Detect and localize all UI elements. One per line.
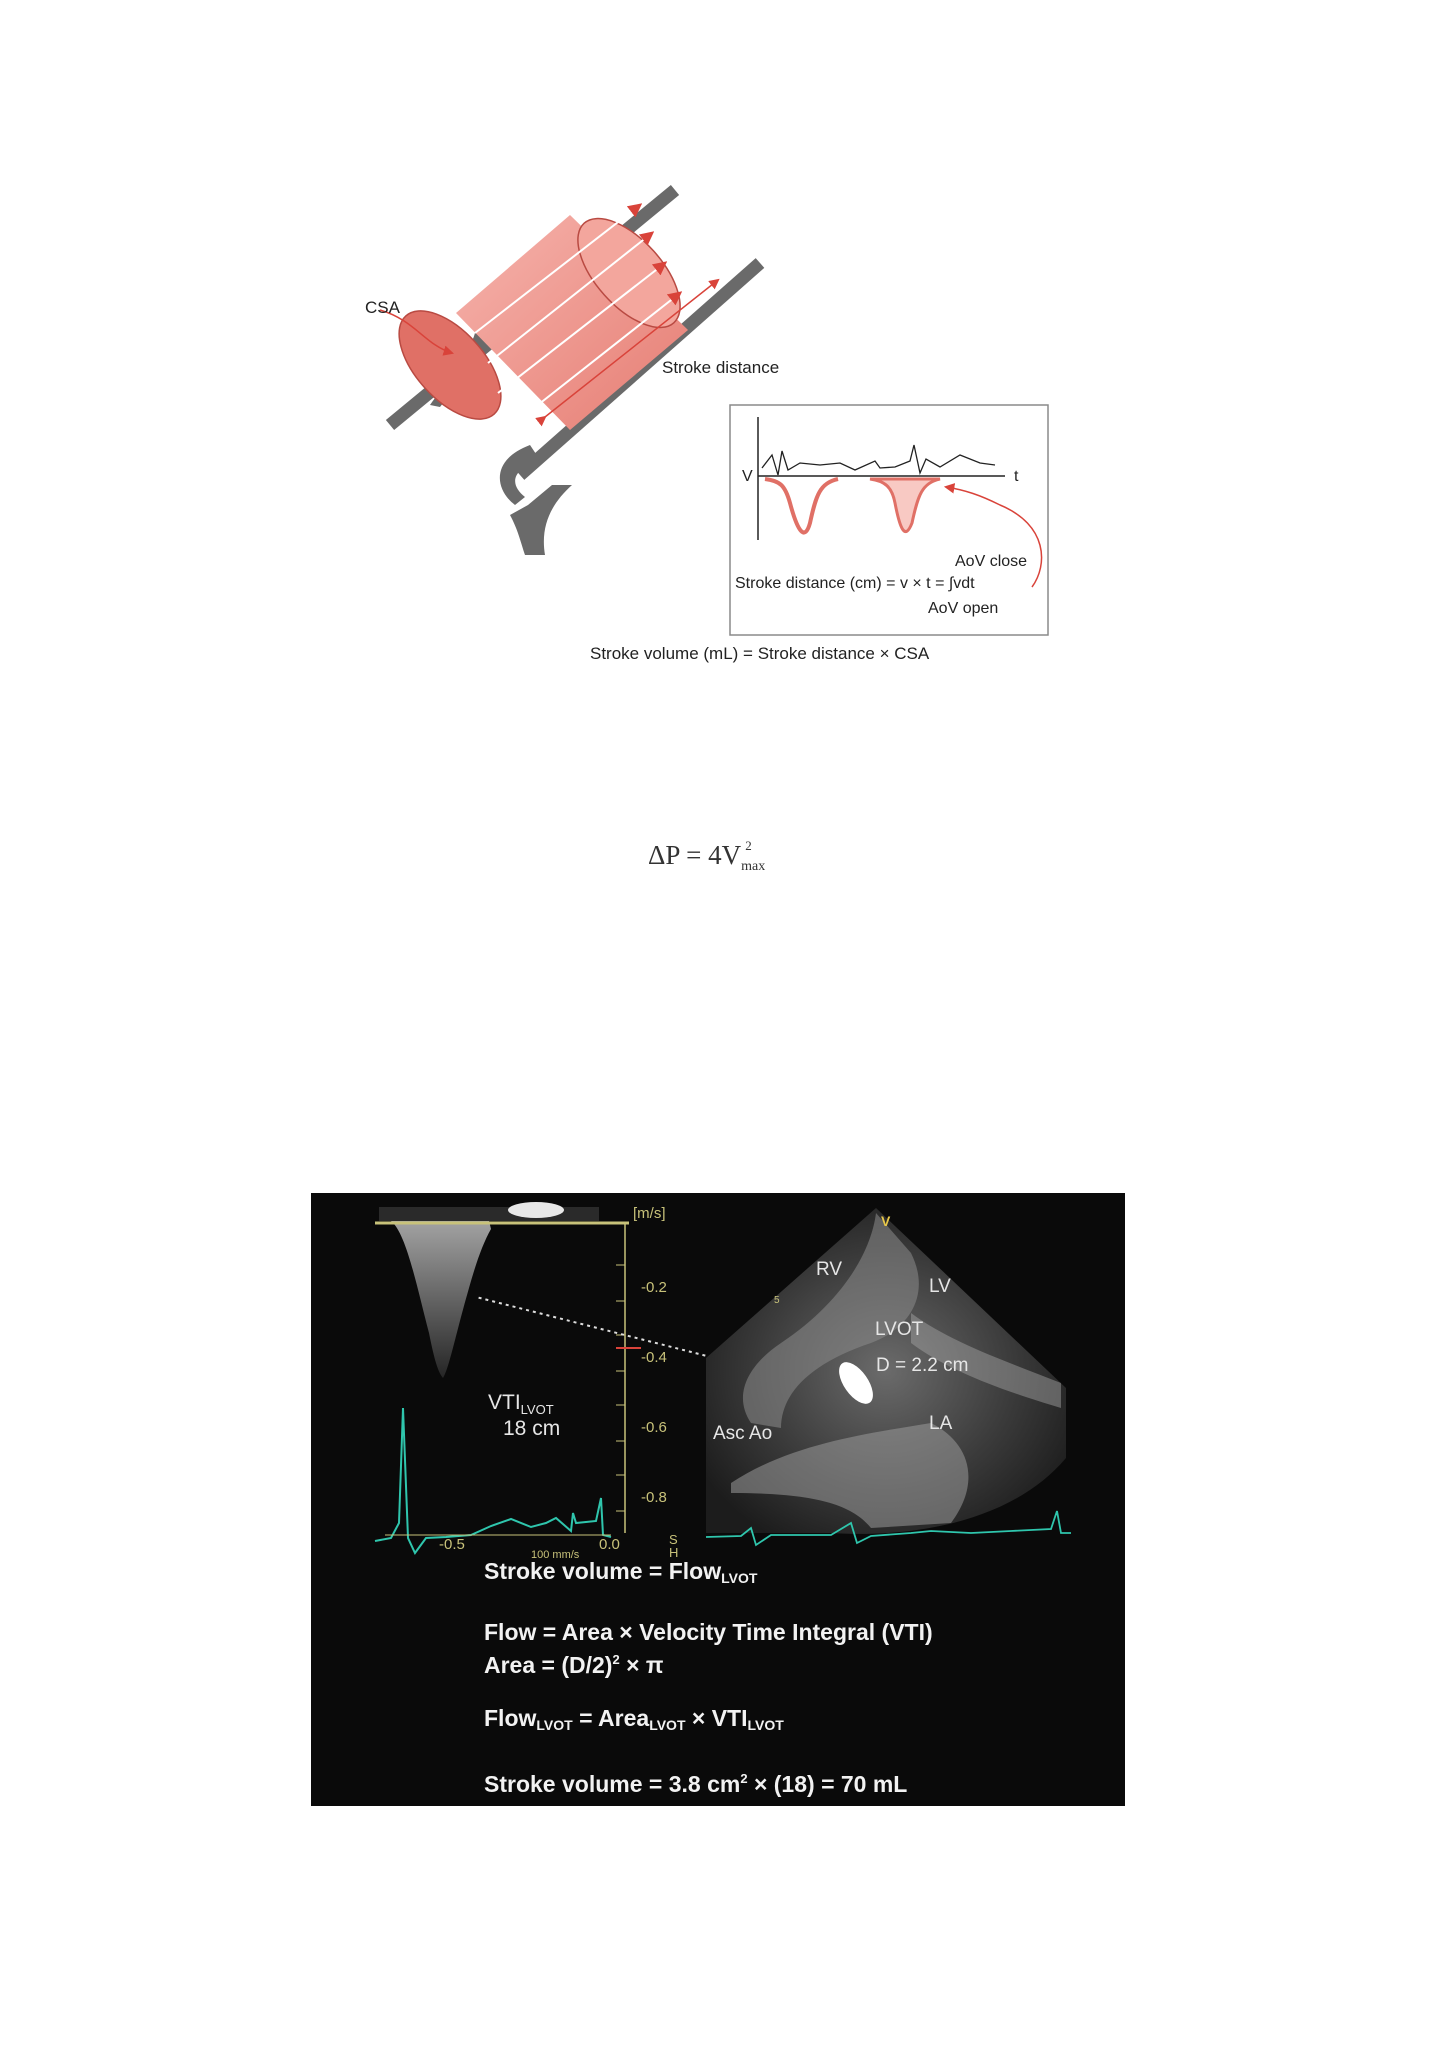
csa-label: CSA xyxy=(365,298,400,317)
scale-tick-1: -0.4 xyxy=(641,1349,667,1366)
scale-tick-2: -0.6 xyxy=(641,1419,667,1436)
equation-subscript: max xyxy=(741,859,766,874)
velocity-scale xyxy=(616,1223,641,1533)
lv-label: LV xyxy=(929,1276,951,1297)
stroke-distance-figure xyxy=(365,185,1060,670)
v-axis-label: V xyxy=(742,468,753,485)
t-axis-label: t xyxy=(1014,468,1019,485)
doppler-spectrum xyxy=(375,1202,629,1378)
equation-superscript: 2 xyxy=(745,838,752,853)
asc-ao-label: Asc Ao xyxy=(713,1423,773,1444)
la-label: LA xyxy=(929,1413,953,1434)
vti-value: 18 cm xyxy=(503,1417,561,1440)
vti-text: VTI xyxy=(488,1391,521,1414)
formula-line-3: Area = $(D/2)^2 \times \pi$ xyxy=(484,1652,664,1678)
time-tick-0: -0.5 xyxy=(439,1536,465,1553)
figure1-caption: Stroke volume (mL) = Stroke distance × CSA xyxy=(590,644,930,663)
vti-subscript: LVOT xyxy=(520,1402,554,1418)
formula-line-5: Stroke volume = 3.8 $cm^2 \times (18) = 70$ mL xyxy=(484,1771,908,1797)
stroke-distance-formula: Stroke distance (cm) = v × t = ∫vdt xyxy=(735,575,975,592)
sweep-speed-label: 100 mm/s xyxy=(531,1549,580,1561)
scale-tick-0: -0.2 xyxy=(641,1279,667,1296)
side-marks: S H xyxy=(669,1532,679,1560)
scale-tick-3: -0.8 xyxy=(641,1489,667,1506)
probe-marker: V xyxy=(881,1213,891,1229)
velocity-unit-label: [m/s] xyxy=(633,1205,666,1222)
formula-line-1: Stroke volume = Flow$_{LVOT}$ xyxy=(484,1558,758,1586)
stroke-distance-label: Stroke distance xyxy=(662,358,780,377)
doppler-inset xyxy=(730,405,1048,635)
time-tick-1: 0.0 xyxy=(599,1536,620,1553)
depth-mark: 5 xyxy=(774,1295,780,1306)
formula-line-4: Flow$_{LVOT}$ = Area$_{LVOT}$ × $VTI_{LVOT}$ xyxy=(484,1705,784,1733)
lvot-label: LVOT xyxy=(875,1319,924,1340)
aov-open-label: AoV open xyxy=(928,600,999,617)
sample-volume-pointer xyxy=(476,1297,746,1366)
vti-label xyxy=(488,1391,554,1417)
diameter-label: D = 2.2 cm xyxy=(876,1355,969,1376)
stroke-volume-formulas xyxy=(484,1558,933,1798)
equation-lhs: ΔP = 4V xyxy=(648,840,742,870)
rv-label: RV xyxy=(816,1259,843,1280)
aov-close-label: AoV close xyxy=(955,553,1028,570)
formula-line-2: Flow = Area × Velocity Time Integral (VTI) xyxy=(484,1619,933,1645)
pressure-gradient-equation xyxy=(648,838,766,875)
